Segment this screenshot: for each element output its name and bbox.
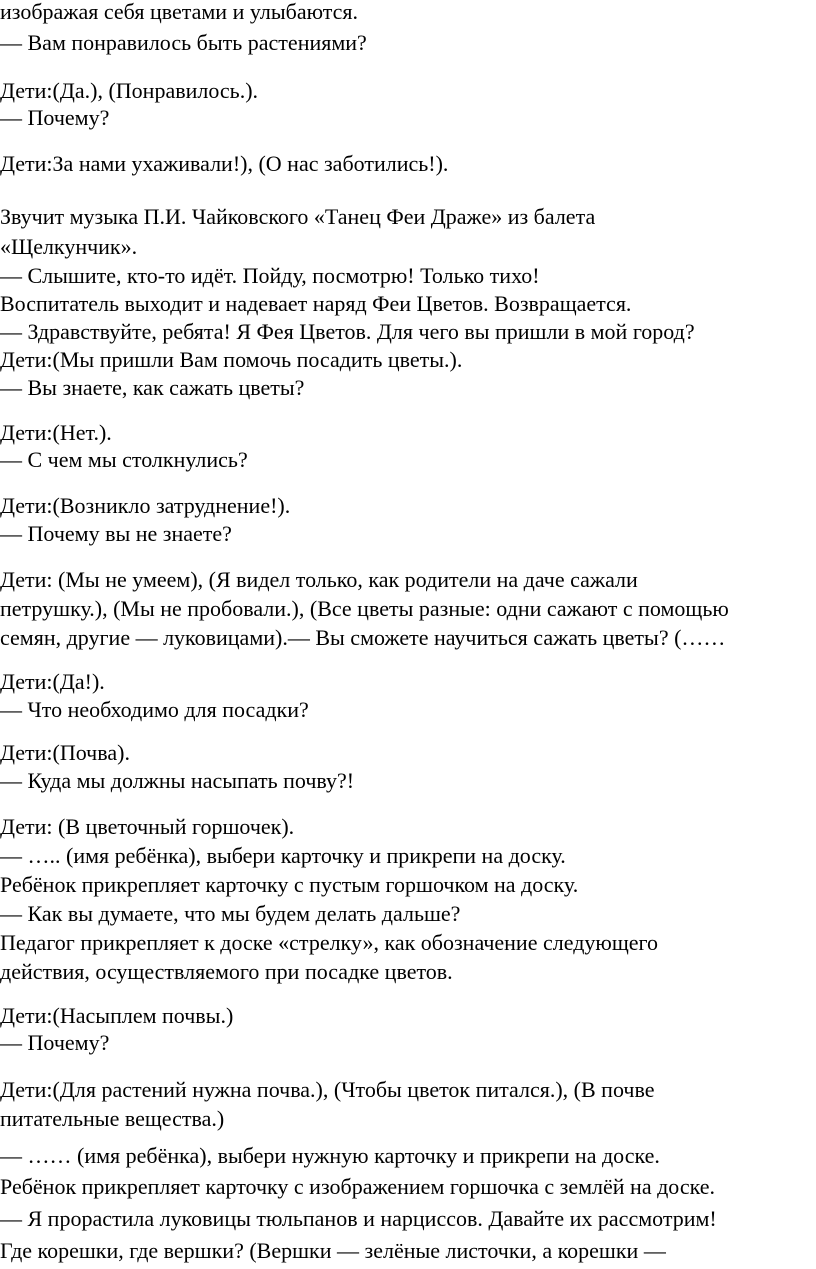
text-line: — Слышите, кто-то идёт. Пойду, посмотрю! Только тихо! bbox=[0, 263, 540, 288]
text-line: — Почему вы не знаете? bbox=[0, 521, 232, 546]
text-line: — …… (имя ребёнка), выбери нужную карточку и прикрепи на доске. bbox=[0, 1143, 660, 1168]
text-line: Дети:(Нет.). bbox=[0, 420, 112, 445]
text-line: Дети:За нами ухаживали!), (О нас заботились!). bbox=[0, 151, 449, 176]
text-line: петрушку.), (Мы не пробовали.), (Все цветы разные: одни сажают с помощью bbox=[0, 596, 729, 621]
text-line: Дети:(Насыплем почвы.) bbox=[0, 1003, 234, 1028]
text-line: Ребёнок прикрепляет карточку с пустым горшочком на доску. bbox=[0, 872, 579, 897]
text-line: Педагог прикрепляет к доске «стрелку», как обозначение следующего bbox=[0, 930, 659, 955]
text-line: питательные вещества.) bbox=[0, 1106, 225, 1131]
text-line: Звучит музыка П.И. Чайковского «Танец Феи Драже» из балета bbox=[0, 204, 596, 229]
text-line: семян, другие — луковицами).— Вы сможете научиться сажать цветы? (…… bbox=[0, 625, 726, 650]
text-line: действия, осуществляемого при посадке цветов. bbox=[0, 959, 453, 984]
text-line: Дети:(Да!). bbox=[0, 669, 105, 694]
text-line: — Вы знаете, как сажать цветы? bbox=[0, 375, 305, 400]
text-line: — С чем мы столкнулись? bbox=[0, 447, 248, 472]
text-line: Дети: (Мы не умеем), (Я видел только, как родители на даче сажали bbox=[0, 567, 638, 592]
text-line: — Почему? bbox=[0, 1030, 110, 1055]
text-line: «Щелкунчик». bbox=[0, 234, 138, 259]
text-line: Дети:(Для растений нужна почва.), (Чтобы цветок питался.), (В почве bbox=[0, 1077, 655, 1102]
text-line: Ребёнок прикрепляет карточку с изображением горшочка с землёй на доске. bbox=[0, 1174, 716, 1199]
text-line: изображая себя цветами и улыбаются. bbox=[0, 0, 359, 24]
text-line: — Здравствуйте, ребята! Я Фея Цветов. Для чего вы пришли в мой город? bbox=[0, 319, 695, 344]
text-line: — Как вы думаете, что мы будем делать дальше? bbox=[0, 901, 461, 926]
text-line: Дети:(Почва). bbox=[0, 740, 130, 765]
text-line: Где корешки, где вершки? (Вершки — зелёные листочки, а корешки — bbox=[0, 1238, 666, 1263]
text-line: — ….. (имя ребёнка), выбери карточку и прикрепи на доску. bbox=[0, 843, 566, 868]
text-line: — Куда мы должны насыпать почву?! bbox=[0, 768, 355, 793]
text-line: — Вам понравилось быть растениями? bbox=[0, 30, 367, 55]
text-line: Воспитатель выходит и надевает наряд Феи Цветов. Возвращается. bbox=[0, 291, 632, 316]
text-line: Дети:(Да.), (Понравилось.). bbox=[0, 78, 259, 103]
text-line: Дети:(Мы пришли Вам помочь посадить цветы.). bbox=[0, 347, 463, 372]
text-line: Дети:(Возникло затруднение!). bbox=[0, 493, 291, 518]
text-line: — Почему? bbox=[0, 105, 110, 130]
text-line: — Я прорастила луковицы тюльпанов и нарциссов. Давайте их рассмотрим! bbox=[0, 1206, 717, 1231]
text-line: — Что необходимо для посадки? bbox=[0, 697, 309, 722]
text-line: Дети: (В цветочный горшочек). bbox=[0, 814, 295, 839]
